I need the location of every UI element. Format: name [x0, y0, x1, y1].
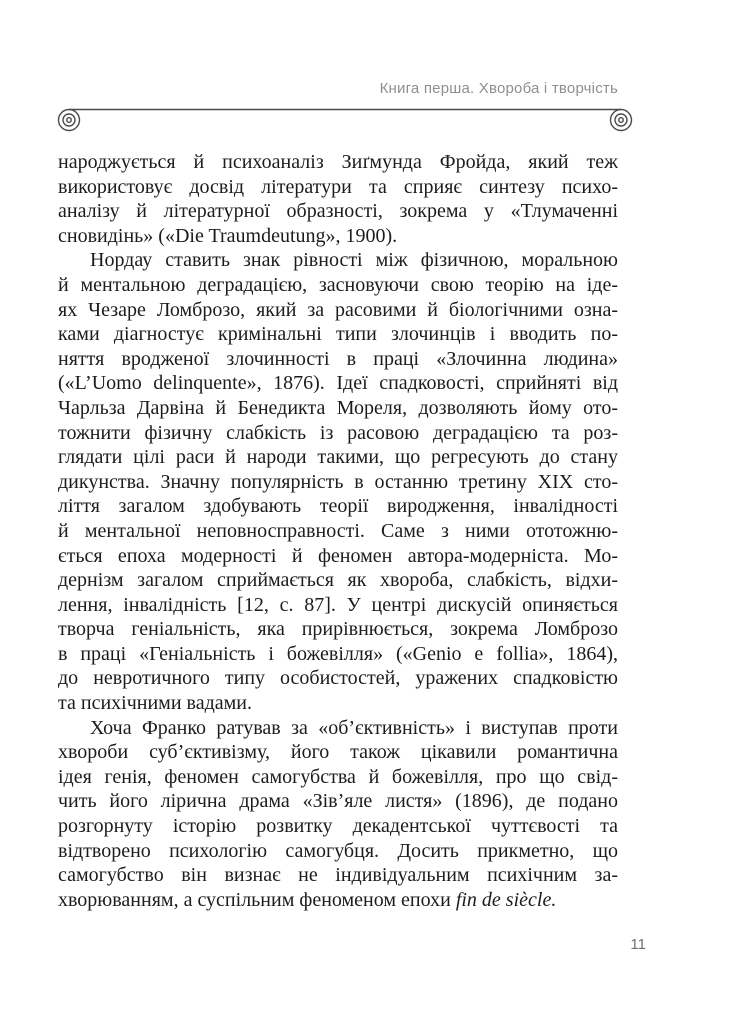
italic-text: fin de siècle. [455, 888, 557, 911]
text-line: лення, інвалідність [12, с. 87]. У центрі дискусій опиняється [58, 593, 618, 616]
text-line: творча геніальність, яка прирівнюється, зокрема Ломброзо [58, 618, 618, 641]
text-line: розгорнуту історію розвитку декадентської чуттєвості та [58, 815, 618, 838]
text-line: сновидінь» («Die Traumdeutung», 1900). [58, 224, 398, 247]
text-line: та психічними вадами. [58, 692, 252, 715]
text-line: використовує досвід літератури та сприяє синтезу психо- [58, 175, 618, 198]
text-line: до невротичного типу особистостей, уражених спадковістю [58, 667, 618, 690]
text-line: й ментальною деградацією, засновуючи свою теорію на іде- [58, 273, 618, 296]
paragraph [58, 248, 618, 715]
text-line: й ментальної неповносправності. Саме з ними ототожню- [58, 519, 618, 542]
text-line: няття вродженої злочинності в праці «Злочинна людина» [58, 347, 618, 370]
text-line: хвороби суб’єктивізму, його також цікавили романтична [58, 741, 618, 764]
paragraph [58, 150, 618, 248]
text-line: ється епоха модерності й феномен автора-модерніста. Мо- [58, 544, 618, 567]
spiral-rule-ornament [0, 100, 733, 144]
right-spiral-icon [611, 110, 632, 131]
text-line: Нордау ставить знак рівності між фізичною, моральною [90, 249, 618, 272]
text-line: ками діагностує кримінальні типи злочинців і вводить по- [58, 323, 618, 346]
left-spiral-icon [59, 110, 80, 131]
text-line: тожнити фізичну слабкість із расовою деградацією та роз- [58, 421, 618, 444]
text-line: ях Чезаре Ломброзо, який за расовими й біологічними озна- [58, 298, 618, 321]
text-line: ліття загалом здобувають теорії виродження, інвалідності [58, 495, 618, 518]
body-text [58, 150, 618, 912]
running-header [58, 80, 618, 98]
text-line: в праці «Геніальність і божевілля» («Genio e follia», 1864), [58, 642, 618, 665]
text-line: відтворено психологію самогубця. Досить прикметно, що [58, 839, 618, 862]
page-number: 11 [630, 936, 646, 953]
text-line [58, 888, 618, 913]
paragraph [58, 716, 618, 913]
text-line: Чарльза Дарвіна й Бенедикта Мореля, дозволяють йому ото- [58, 396, 618, 419]
text-line: народжується й психоаналіз Зиґмунда Фройда, який теж [58, 151, 618, 173]
text-line: глядати цілі раси й народи такими, що регресують до стану [58, 446, 618, 469]
text-line: аналізу й літературної образності, зокрема у «Тлумаченні [58, 200, 618, 223]
text-line: ідея генія, феномен самогубства й божевілля, про що свід- [58, 765, 618, 788]
text-line: чить його лірична драма «Зів’яле листя» (1896), де подано [58, 790, 618, 813]
plain-text: хворюванням, а суспільним феноменом епохи [58, 888, 456, 911]
text-line: («L’Uomo delinquente», 1876). Ідеї спадковості, сприйняті від [58, 372, 618, 395]
text-line: самогубство він визнає не індивідуальним психічним за- [58, 864, 618, 887]
text-line: Хоча Франко ратував за «об’єктивність» і виступав проти [90, 716, 618, 739]
text-line: дернізм загалом сприймається як хвороба, слабкість, відхи- [58, 569, 618, 592]
text-line: дикунства. Значну популярність в останню третину XIX сто- [58, 470, 618, 493]
chapter-running-title: Книга перша. Хвороба і творчість [379, 80, 618, 97]
